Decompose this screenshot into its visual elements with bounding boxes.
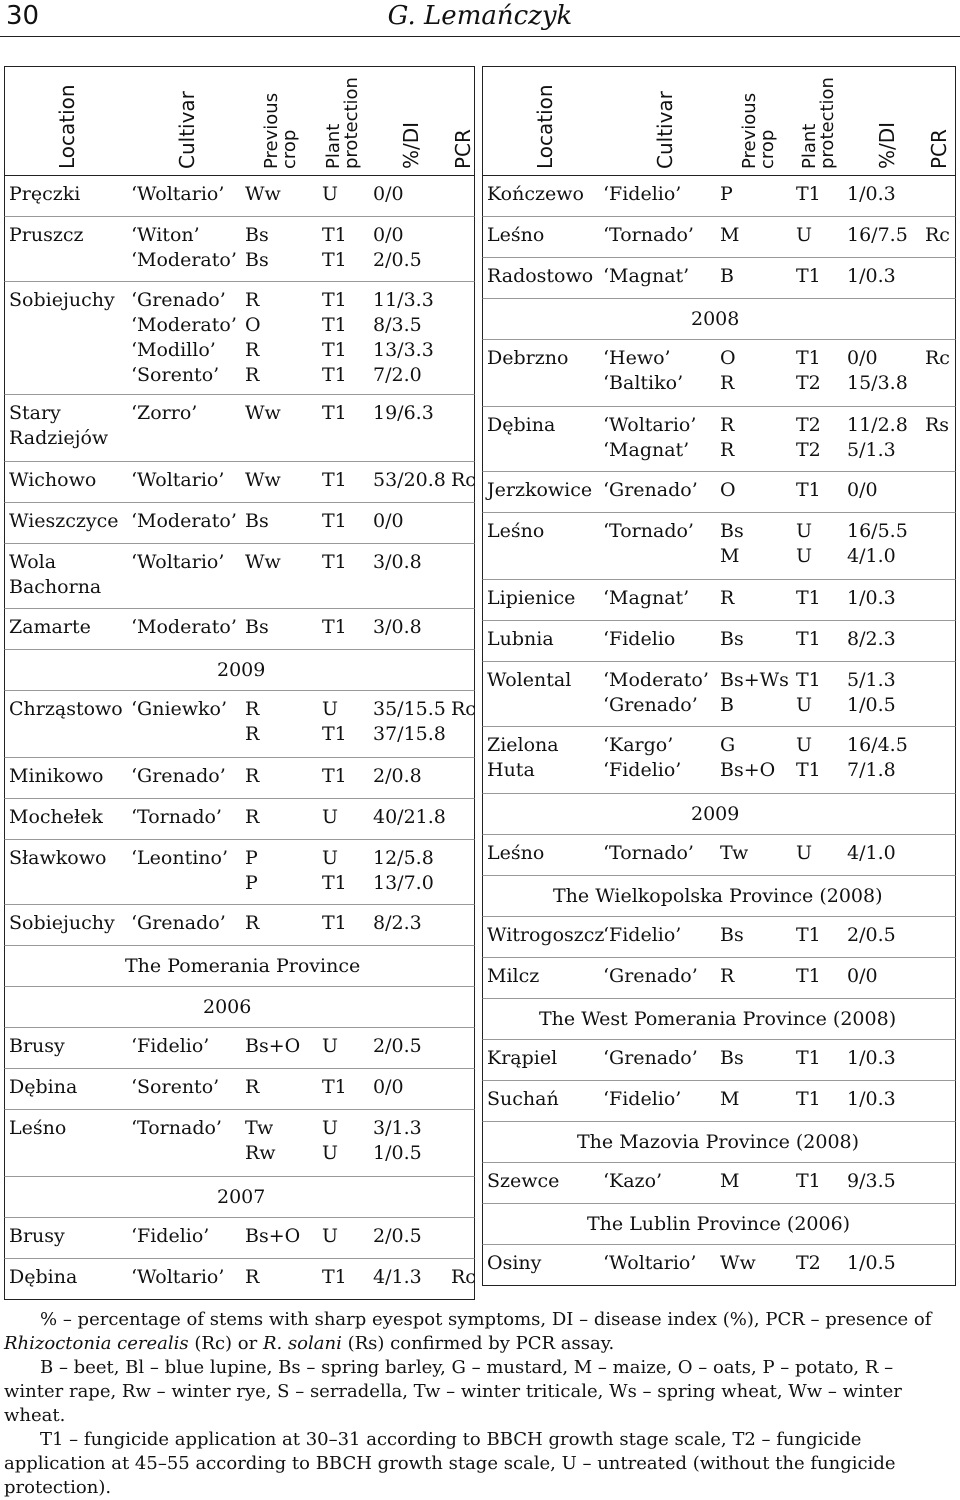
previous-crop-cell: G Bs+O <box>720 734 776 781</box>
cultivar-cell: ‘Grenado’ <box>131 765 226 787</box>
cultivar-cell: ‘Kazo’ <box>603 1170 663 1192</box>
protection-cell: U <box>322 1035 339 1057</box>
table-header <box>4 66 475 176</box>
section-label <box>482 999 956 1040</box>
header-cultivar: Cultivar <box>175 91 199 169</box>
protection-cell: T1 <box>322 469 347 491</box>
header-plant-protection: Plant protection <box>323 77 362 169</box>
table-row <box>482 176 956 217</box>
previous-crop-cell: Tw <box>720 842 749 864</box>
section-label <box>482 794 956 835</box>
cultivar-cell: ‘Woltario’ <box>131 469 225 491</box>
cultivar-cell: ‘Leontino’ <box>131 847 229 869</box>
location-cell: Lipienice <box>487 587 576 609</box>
section-label <box>482 876 956 917</box>
table-row <box>4 1069 475 1110</box>
table-row <box>482 472 956 513</box>
previous-crop-cell: R <box>720 587 735 609</box>
location-cell: Mochełek <box>9 806 103 828</box>
di-cell: 0/0 15/3.8 <box>847 347 908 394</box>
header-location: Location <box>533 84 557 169</box>
previous-crop-cell: Bs <box>720 628 744 650</box>
di-cell: 0/0 <box>847 965 878 987</box>
di-cell: 1/0.3 <box>847 183 896 205</box>
footnote-treatments: T1 – fungicide application at 30–31 according to BBCH growth stage scale, T2 – fungicide application at 45–55 according to BBCH growth stage scale, U – untreated (without the fungicide protection). <box>4 1429 896 1498</box>
footnote-abbreviations: % – percentage of stems with sharp eyespot symptoms, DI – disease index (%), PCR – presence of Rhizoctonia cerealis (Rc) or R. solani (Rs) confirmed by PCR assay. <box>4 1309 932 1354</box>
previous-crop-cell: R <box>245 912 260 934</box>
location-cell: Lubnia <box>487 628 554 650</box>
cultivar-cell: ‘Grenado’ <box>131 912 226 934</box>
protection-cell: T1 <box>322 912 347 934</box>
previous-crop-cell: Bs <box>245 510 269 532</box>
protection-cell: T1 <box>322 402 347 424</box>
protection-cell: T1 <box>796 479 821 501</box>
previous-crop-cell: Ww <box>720 1252 756 1274</box>
location-cell: Szewce <box>487 1170 560 1192</box>
cultivar-cell: ‘Moderato’ ‘Grenado’ <box>603 669 709 716</box>
protection-cell: U <box>796 224 813 246</box>
location-cell: Leśno <box>487 842 545 864</box>
cultivar-cell: ‘Fidelio’ <box>131 1225 210 1247</box>
location-cell: Dębina <box>9 1076 78 1098</box>
cultivar-cell: ‘Woltario’ <box>131 183 225 205</box>
di-cell: 1/0.3 <box>847 265 896 287</box>
location-cell: Leśno <box>487 224 545 246</box>
header-pct-di: %/DI <box>399 121 423 169</box>
table-row <box>482 835 956 876</box>
previous-crop-cell: Ww <box>245 402 281 424</box>
cultivar-cell: ‘Moderato’ <box>131 616 237 638</box>
previous-crop-cell: Ww <box>245 469 281 491</box>
previous-crop-cell: Bs M <box>720 520 744 567</box>
table-row <box>482 258 956 299</box>
di-cell: 8/2.3 <box>847 628 896 650</box>
location-cell: Osiny <box>487 1252 542 1274</box>
location-cell: Zielona Huta <box>487 734 559 781</box>
protection-cell: T1 <box>796 628 821 650</box>
di-cell: 2/0.8 <box>373 765 422 787</box>
cultivar-cell: ‘Moderato’ <box>131 510 237 532</box>
protection-cell: T2 <box>796 1252 821 1274</box>
table-row <box>4 395 475 462</box>
table-row <box>482 1081 956 1122</box>
cultivar-cell: ‘Fidelio’ <box>603 924 682 946</box>
header-previous-crop: Previous crop <box>261 92 300 169</box>
cultivar-cell: ‘Tornado’ <box>131 1117 222 1139</box>
di-cell: 0/0 <box>373 183 404 205</box>
location-cell: Stary Radziejów <box>9 402 109 449</box>
cultivar-cell: ‘Grenado’ <box>603 1047 698 1069</box>
cultivar-cell: ‘Sorento’ <box>131 1076 220 1098</box>
table-row <box>4 758 475 799</box>
protection-cell: T1 <box>322 1076 347 1098</box>
location-cell: Leśno <box>9 1117 67 1139</box>
table-row <box>482 917 956 958</box>
table-row <box>482 662 956 727</box>
pcr-cell: Rs <box>925 414 950 436</box>
di-cell: 1/0.3 <box>847 1088 896 1110</box>
previous-crop-cell: R <box>245 806 260 828</box>
protection-cell: U U <box>796 520 813 567</box>
protection-cell: U T1 <box>796 734 821 781</box>
section-label-text: The Pomerania Province <box>125 955 361 977</box>
pcr-cell: Rc <box>925 347 950 369</box>
previous-crop-cell: P <box>720 183 733 205</box>
cultivar-cell: ‘Gniewko’ <box>131 698 228 720</box>
section-label <box>482 1204 956 1245</box>
protection-cell: T1 <box>796 587 821 609</box>
table-row <box>4 905 475 946</box>
section-label-text: The Wielkopolska Province (2008) <box>553 885 883 907</box>
table-row <box>4 544 475 609</box>
location-cell: Krąpiel <box>487 1047 558 1069</box>
cultivar-cell: ‘Woltario’ <box>131 551 225 573</box>
cultivar-cell: ‘Hewo’ ‘Baltiko’ <box>603 347 684 394</box>
right-table-body <box>482 176 956 1286</box>
section-label-text: 2008 <box>691 308 740 330</box>
location-cell: Milcz <box>487 965 540 987</box>
location-cell: Pruszcz <box>9 224 84 246</box>
protection-cell: T2 T2 <box>796 414 821 461</box>
protection-cell: T1 <box>322 616 347 638</box>
table-row <box>4 462 475 503</box>
page-number: 30 <box>6 1 40 31</box>
di-cell: 35/15.5 37/15.8 <box>373 698 446 745</box>
table-row <box>482 407 956 472</box>
header-location: Location <box>55 84 79 169</box>
di-cell: 11/2.8 5/1.3 <box>847 414 908 461</box>
protection-cell: U <box>322 1225 339 1247</box>
di-cell: 9/3.5 <box>847 1170 896 1192</box>
di-cell: 11/3.3 8/3.5 13/3.3 7/2.0 <box>373 289 434 386</box>
table-row <box>4 1259 475 1300</box>
previous-crop-cell: M <box>720 1088 740 1110</box>
cultivar-cell: ‘Grenado’ ‘Moderato’ ‘Modillo’ ‘Sorento’ <box>131 289 237 386</box>
cultivar-cell: ‘Magnat’ <box>603 265 690 287</box>
table-row <box>482 340 956 407</box>
di-cell: 1/0.5 <box>847 1252 896 1274</box>
protection-cell: U <box>322 806 339 828</box>
previous-crop-cell: R O R R <box>245 289 261 386</box>
di-cell: 2/0.5 <box>373 1035 422 1057</box>
table-row <box>482 727 956 794</box>
location-cell: Zamarte <box>9 616 91 638</box>
header-previous-crop: Previous crop <box>739 92 778 169</box>
protection-cell: T1 <box>322 551 347 573</box>
previous-crop-cell: Ww <box>245 183 281 205</box>
section-label <box>482 1122 956 1163</box>
header-cultivar: Cultivar <box>653 91 677 169</box>
protection-cell: T1 <box>796 1088 821 1110</box>
table-row <box>482 1163 956 1204</box>
section-label-text: The West Pomerania Province (2008) <box>539 1008 897 1030</box>
di-cell: 16/7.5 <box>847 224 908 246</box>
previous-crop-cell: O R <box>720 347 736 394</box>
table-row <box>4 691 475 758</box>
location-cell: Radostowo <box>487 265 594 287</box>
di-cell: 0/0 <box>847 479 878 501</box>
section-label <box>482 299 956 340</box>
pcr-cell: Rc <box>451 698 476 720</box>
previous-crop-cell: R <box>720 965 735 987</box>
pcr-cell: Rc <box>925 224 950 246</box>
table-row <box>4 609 475 650</box>
protection-cell: T1 <box>796 265 821 287</box>
location-cell: Wola Bachorna <box>9 551 102 598</box>
protection-cell: T1 <box>796 1047 821 1069</box>
location-cell: Minikowo <box>9 765 104 787</box>
location-cell: Pręczki <box>9 183 81 205</box>
table-header <box>482 66 956 176</box>
running-title: G. Lemańczyk <box>387 1 573 31</box>
protection-cell: U T1 <box>322 847 347 894</box>
cultivar-cell: ‘Grenado’ <box>603 479 698 501</box>
location-cell: Dębina <box>9 1266 78 1288</box>
location-cell: Sobiejuchy <box>9 912 115 934</box>
di-cell: 40/21.8 <box>373 806 446 828</box>
protection-cell: T1 U <box>796 669 821 716</box>
cultivar-cell: ‘Magnat’ <box>603 587 690 609</box>
protection-cell: T1 T2 <box>796 347 821 394</box>
table-row <box>482 1040 956 1081</box>
previous-crop-cell: Bs+O <box>245 1035 301 1057</box>
di-cell: 4/1.0 <box>847 842 896 864</box>
location-cell: Debrzno <box>487 347 569 369</box>
protection-cell: T1 <box>796 924 821 946</box>
table-row <box>4 1110 475 1177</box>
protection-cell: T1 <box>322 765 347 787</box>
section-label-text: 2009 <box>691 803 740 825</box>
di-cell: 4/1.3 <box>373 1266 422 1288</box>
protection-cell: T1 <box>796 965 821 987</box>
cultivar-cell: ‘Zorro’ <box>131 402 198 424</box>
table-row <box>4 799 475 840</box>
location-cell: Leśno <box>487 520 545 542</box>
location-cell: Chrząstowo <box>9 698 123 720</box>
di-cell: 19/6.3 <box>373 402 434 424</box>
location-cell: Brusy <box>9 1225 65 1247</box>
di-cell: 2/0.5 <box>847 924 896 946</box>
cultivar-cell: ‘Grenado’ <box>603 965 698 987</box>
section-label-text: 2009 <box>217 659 266 681</box>
protection-cell: U <box>796 842 813 864</box>
section-label-text: 2007 <box>217 1186 266 1208</box>
left-table <box>4 66 475 1300</box>
table-row <box>482 580 956 621</box>
previous-crop-cell: R R <box>720 414 735 461</box>
location-cell: Jerzkowice <box>487 479 593 501</box>
table-row <box>4 503 475 544</box>
section-label <box>4 946 475 987</box>
location-cell: Wichowo <box>9 469 97 491</box>
location-cell: Wolental <box>487 669 572 691</box>
di-cell: 16/4.5 7/1.8 <box>847 734 908 781</box>
table-row <box>482 513 956 580</box>
protection-cell: T1 <box>796 1170 821 1192</box>
previous-crop-cell: Bs <box>720 924 744 946</box>
protection-cell: T1 <box>322 1266 347 1288</box>
protection-cell: U <box>322 183 339 205</box>
table-row <box>4 176 475 217</box>
cultivar-cell: ‘Tornado’ <box>603 842 694 864</box>
di-cell: 0/0 2/0.5 <box>373 224 422 271</box>
di-cell: 16/5.5 4/1.0 <box>847 520 908 567</box>
protection-cell: U U <box>322 1117 339 1164</box>
protection-cell: T1 <box>322 510 347 532</box>
cultivar-cell: ‘Woltario’ <box>131 1266 225 1288</box>
cultivar-cell: ‘Fidelio’ <box>603 183 682 205</box>
header-plant-protection: Plant protection <box>799 77 838 169</box>
section-label-text: The Lublin Province (2006) <box>587 1213 851 1235</box>
protection-cell: T1 T1 <box>322 224 347 271</box>
previous-crop-cell: R <box>245 765 260 787</box>
previous-crop-cell: Bs <box>245 616 269 638</box>
section-label <box>4 987 475 1028</box>
di-cell: 2/0.5 <box>373 1225 422 1247</box>
previous-crop-cell: R <box>245 1266 260 1288</box>
di-cell: 53/20.8 <box>373 469 446 491</box>
cultivar-cell: ‘Fidelio’ <box>131 1035 210 1057</box>
location-cell: Brusy <box>9 1035 65 1057</box>
section-label-text: The Mazovia Province (2008) <box>577 1131 860 1153</box>
running-header <box>0 0 960 37</box>
location-cell: Sławkowo <box>9 847 107 869</box>
cultivar-cell: ‘Witon’ ‘Moderato’ <box>131 224 237 271</box>
pcr-cell: Rc <box>451 1266 476 1288</box>
table-row <box>482 958 956 999</box>
previous-crop-cell: O <box>720 479 736 501</box>
di-cell: 3/0.8 <box>373 616 422 638</box>
previous-crop-cell: R <box>245 1076 260 1098</box>
header-pct-di: %/DI <box>875 121 899 169</box>
table-row <box>482 1245 956 1286</box>
previous-crop-cell: B <box>720 265 734 287</box>
cultivar-cell: ‘Woltario’ ‘Magnat’ <box>603 414 697 461</box>
previous-crop-cell: R R <box>245 698 260 745</box>
di-cell: 5/1.3 1/0.5 <box>847 669 896 716</box>
table-row <box>4 217 475 282</box>
previous-crop-cell: Ww <box>245 551 281 573</box>
previous-crop-cell: Bs+Ws B <box>720 669 789 716</box>
header-pcr: PCR <box>927 129 951 169</box>
table-row <box>4 1218 475 1259</box>
location-cell: Suchań <box>487 1088 559 1110</box>
cultivar-cell: ‘Tornado’ <box>131 806 222 828</box>
table-row <box>482 217 956 258</box>
table-footnotes <box>4 1308 956 1500</box>
location-cell: Witrogoszcz <box>487 924 605 946</box>
previous-crop-cell: M <box>720 224 740 246</box>
cultivar-cell: ‘Kargo’ ‘Fidelio’ <box>603 734 682 781</box>
cultivar-cell: ‘Fidelio’ <box>603 1088 682 1110</box>
previous-crop-cell: P P <box>245 847 258 894</box>
cultivar-cell: ‘Tornado’ <box>603 224 694 246</box>
di-cell: 12/5.8 13/7.0 <box>373 847 434 894</box>
header-pcr: PCR <box>451 129 475 169</box>
previous-crop-cell: Bs Bs <box>245 224 269 271</box>
table-row <box>4 1028 475 1069</box>
pcr-cell: Rc <box>451 469 476 491</box>
location-cell: Sobiejuchy <box>9 289 115 311</box>
cultivar-cell: ‘Fidelio <box>603 628 676 650</box>
protection-cell: T1 <box>796 183 821 205</box>
location-cell: Dębina <box>487 414 556 436</box>
footnote-crops: B – beet, Bl – blue lupine, Bs – spring barley, G – mustard, M – maize, O – oats, P – potato, R – winter rape, Rw – winter rye, S – serradella, Tw – winter triticale, Ws – spring wheat, Ww – winter wheat. <box>4 1357 902 1426</box>
protection-cell: T1 T1 T1 T1 <box>322 289 347 386</box>
table-row <box>4 840 475 905</box>
di-cell: 1/0.3 <box>847 1047 896 1069</box>
right-table <box>482 66 956 1286</box>
di-cell: 0/0 <box>373 510 404 532</box>
section-label <box>4 1177 475 1218</box>
di-cell: 3/1.3 1/0.5 <box>373 1117 422 1164</box>
previous-crop-cell: M <box>720 1170 740 1192</box>
cultivar-cell: ‘Woltario’ <box>603 1252 697 1274</box>
location-cell: Wieszczyce <box>9 510 119 532</box>
previous-crop-cell: Bs+O <box>245 1225 301 1247</box>
di-cell: 8/2.3 <box>373 912 422 934</box>
table-row <box>482 621 956 662</box>
previous-crop-cell: Tw Rw <box>245 1117 276 1164</box>
previous-crop-cell: Bs <box>720 1047 744 1069</box>
table-row <box>4 282 475 395</box>
di-cell: 3/0.8 <box>373 551 422 573</box>
section-label-text: 2006 <box>203 996 252 1018</box>
di-cell: 0/0 <box>373 1076 404 1098</box>
di-cell: 1/0.3 <box>847 587 896 609</box>
protection-cell: U T1 <box>322 698 347 745</box>
left-table-body <box>4 176 475 1300</box>
location-cell: Kończewo <box>487 183 584 205</box>
cultivar-cell: ‘Tornado’ <box>603 520 694 542</box>
section-label <box>4 650 475 691</box>
